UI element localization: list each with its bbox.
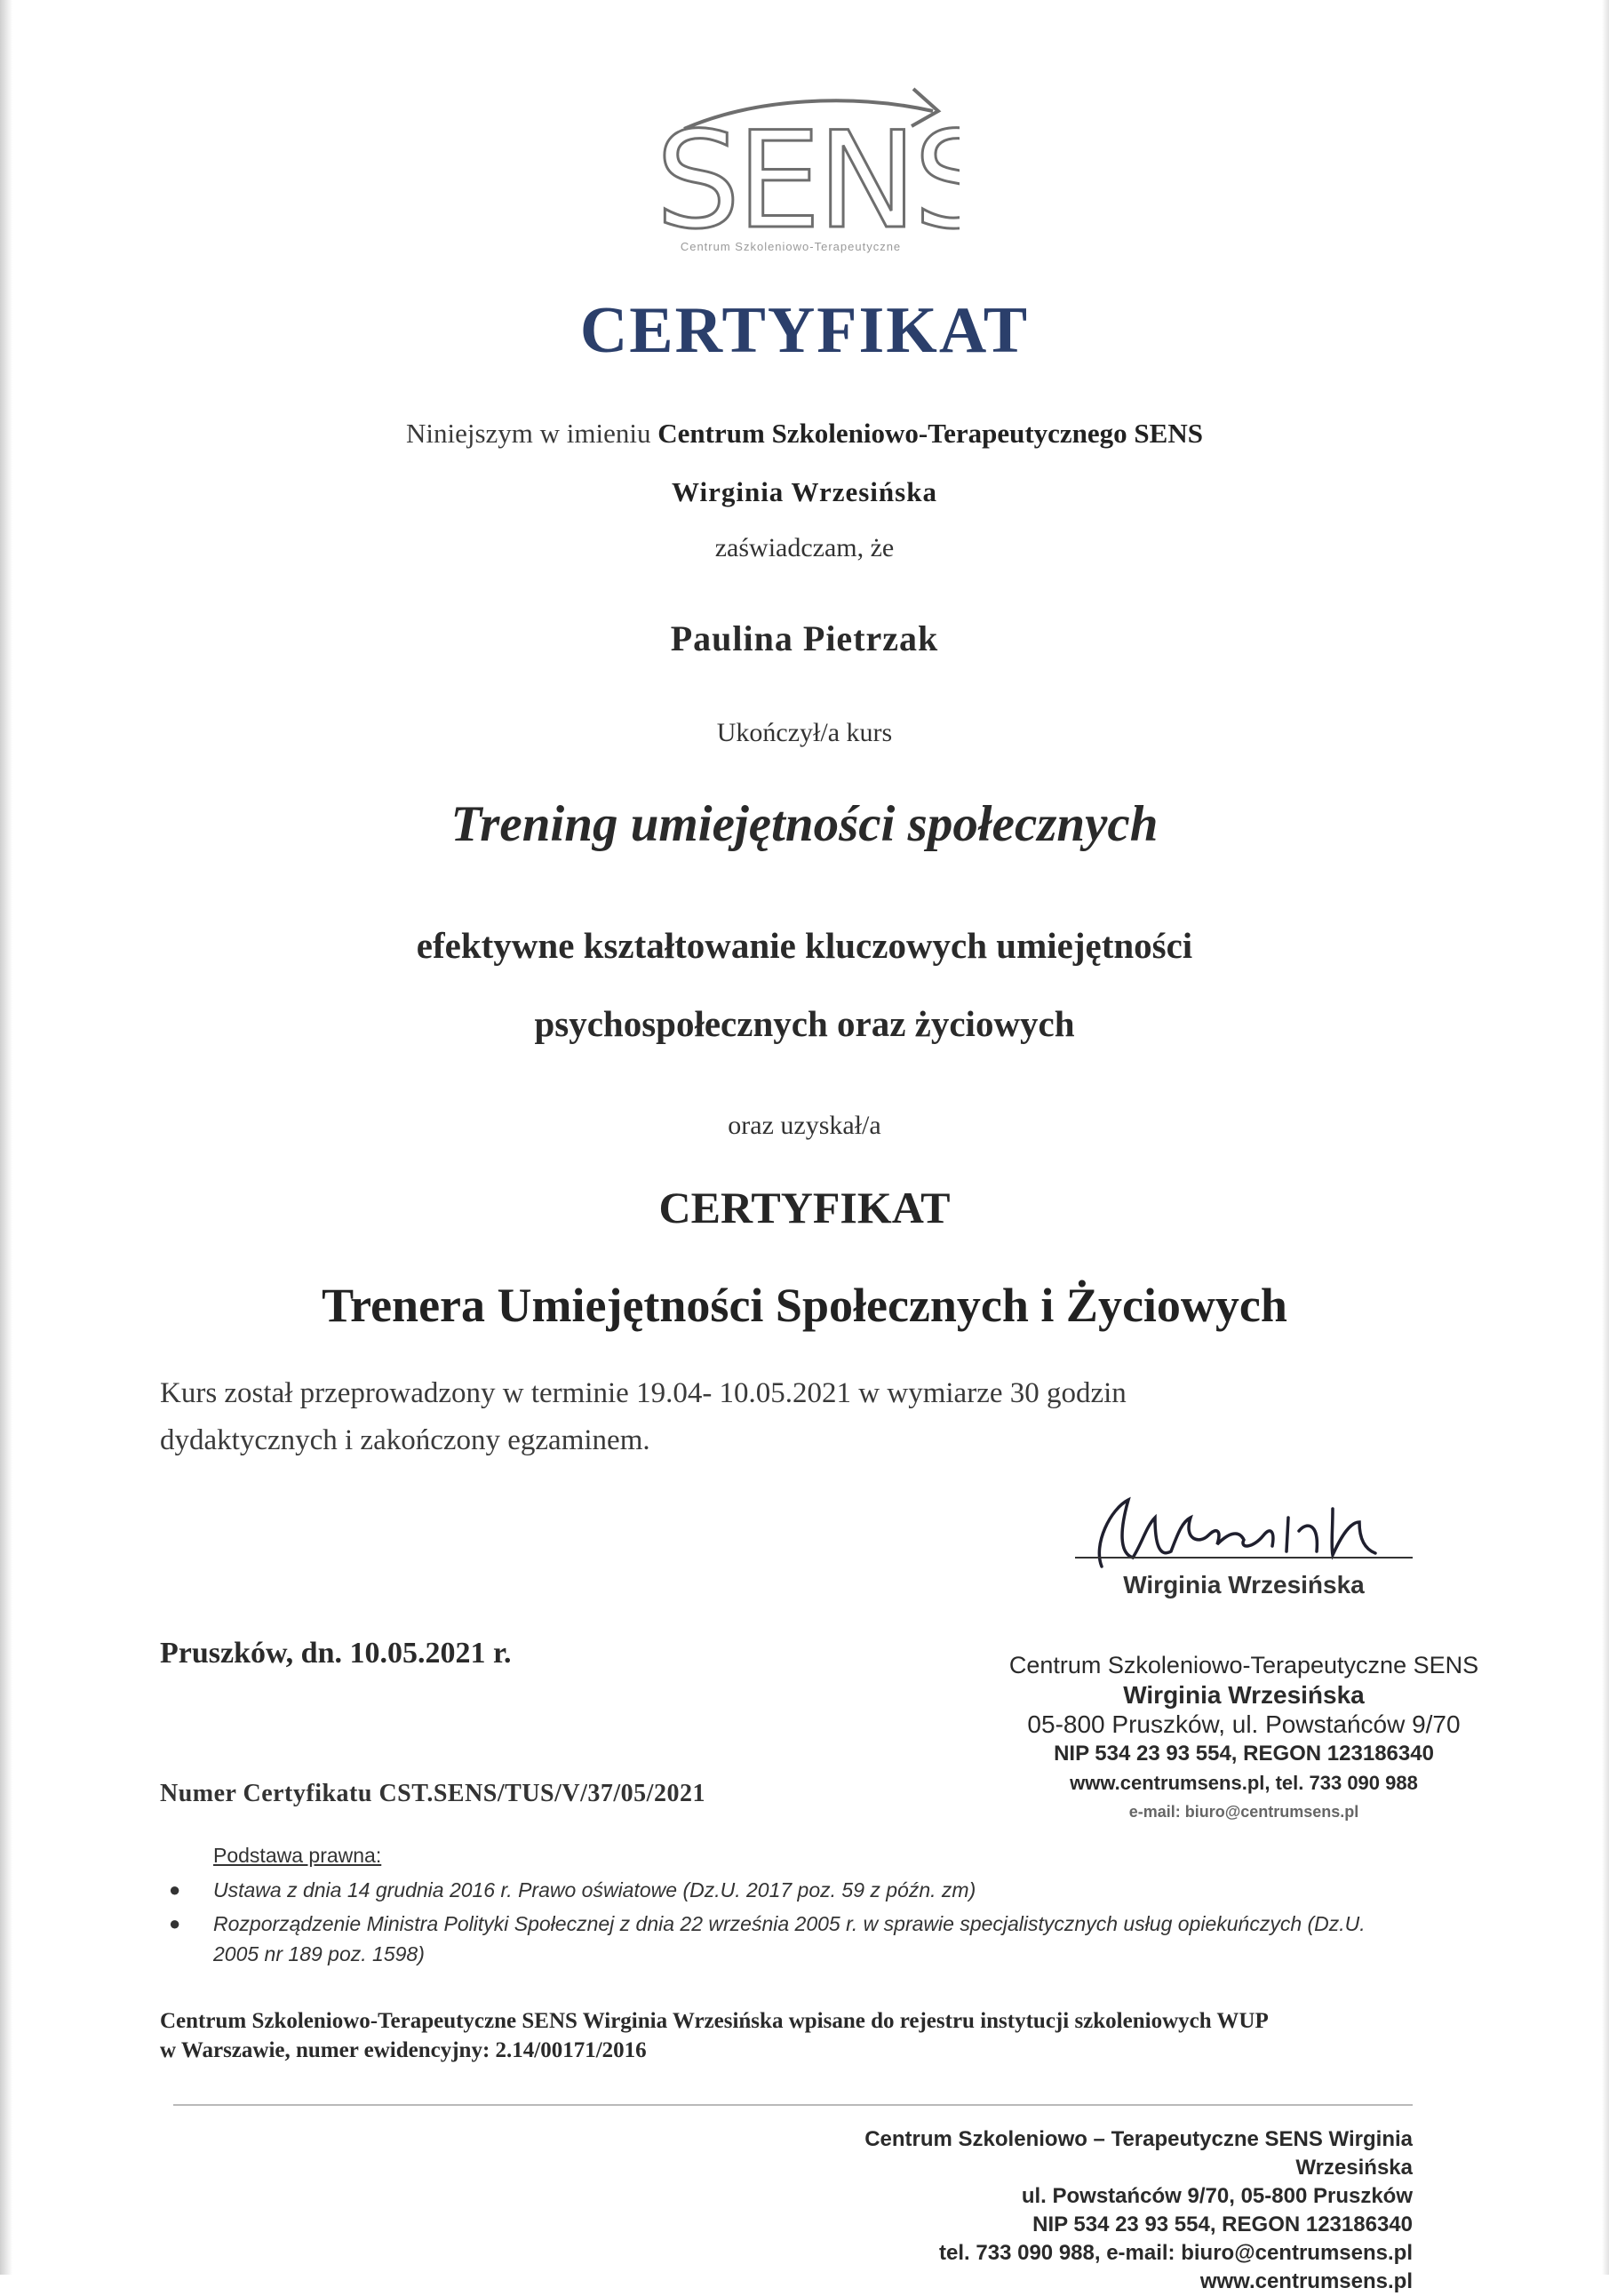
intro-person: Wirginia Wrzesińska [672, 476, 937, 507]
logo-tagline: Centrum Szkoleniowo-Terapeutyczne [680, 240, 902, 253]
sens-logo [622, 62, 960, 267]
legal-basis-list [169, 1875, 1368, 1969]
recipient-name: Paulina Pietrzak [670, 618, 939, 658]
obtained-label: oraz uzyskał/a [728, 1111, 881, 1140]
registry-line-1: Centrum Szkoleniowo-Terapeutyczne SENS Wirginia Wrzesińska wpisane do rejestru instytucji szkoleniowych WUP [160, 2009, 1269, 2033]
footer-line-3: NIP 534 23 93 554, REGON 123186340 [1032, 2212, 1413, 2236]
handwritten-signature [1066, 1482, 1422, 1580]
registry-note [160, 2006, 1448, 2065]
footer-line-2: ul. Powstańców 9/70, 05-800 Pruszków [1021, 2184, 1413, 2208]
signature-line [1075, 1557, 1413, 1559]
list-item [169, 1909, 1368, 1969]
place-and-date: Pruszków, dn. 10.05.2021 r. [160, 1637, 512, 1670]
completed-label: Ukończył/a kurs [716, 718, 893, 747]
legal-basis [169, 1844, 1368, 1973]
stamp-line-3: 05-800 Pruszków, ul. Powstańców 9/70 [1027, 1710, 1461, 1738]
legal-item-text: Ustawa z dnia 14 grudnia 2016 r. Prawo oświatowe (Dz.U. 2017 poz. 59 z późn. zm) [213, 1878, 976, 1901]
intro-organization: Centrum Szkoleniowo-Terapeutycznego SENS [657, 418, 1203, 449]
course-info-line-1: Kurs został przeprowadzony w terminie 19.04- 10.05.2021 w wymiarze 30 godzin [160, 1377, 1127, 1409]
intro-prefix: Niniejszym w imieniu [406, 418, 658, 449]
footer-line-4: tel. 733 090 988, e-mail: biuro@centrumsens.pl [939, 2241, 1413, 2265]
course-subtitle-line-1: efektywne kształtowanie kluczowych umiejętności [416, 925, 1193, 966]
bullet-icon: ● [169, 1912, 181, 1934]
stamp-line-4: NIP 534 23 93 554, REGON 123186340 [1054, 1742, 1434, 1766]
intro-statement: zaświadczam, że [714, 533, 895, 562]
footer-contact [800, 2125, 1413, 2296]
footer-line-1: Centrum Szkoleniowo – Terapeutyczne SENS Wirginia Wrzesińska [864, 2127, 1413, 2180]
bullet-icon: ● [169, 1878, 181, 1901]
company-stamp [995, 1651, 1493, 1827]
course-subtitle-line-2: psychospołecznych oraz życiowych [534, 1003, 1075, 1044]
stamp-line-2: Wirginia Wrzesińska [1123, 1681, 1365, 1709]
list-item [169, 1875, 1368, 1905]
stamp-line-6: e-mail: biuro@centrumsens.pl [1128, 1803, 1359, 1821]
stamp-line-5: www.centrumsens.pl, tel. 733 090 988 [1070, 1772, 1418, 1794]
legal-item-text: Rozporządzenie Ministra Polityki Społecznej z dnia 22 września 2005 r. w sprawie specjalistycznych usług opiekuńczych (Dz.U. 2005 nr 189 poz. 1598) [213, 1912, 1366, 1965]
certificate-title: Trenera Umiejętności Społecznych i Życiowych [322, 1279, 1287, 1332]
svg-text:SENS: SENS [656, 104, 960, 240]
course-title: Trening umiejętności społecznych [450, 796, 1159, 852]
signatory-name: Wirginia Wrzesińska [1123, 1571, 1365, 1598]
certificate-label: CERTYFIKAT [658, 1183, 951, 1232]
course-info-line-2: dydaktycznych i zakończony egzaminem. [160, 1424, 650, 1456]
legal-basis-heading: Podstawa prawna: [213, 1844, 382, 1867]
registry-line-2: w Warszawie, numer ewidencyjny: 2.14/00171/2016 [160, 2038, 647, 2062]
certificate-number: Numer Certyfikatu CST.SENS/TUS/V/37/05/2021 [160, 1780, 705, 1807]
footer-divider [173, 2104, 1413, 2106]
intro-line [0, 418, 1609, 450]
certificate-heading: CERTYFIKAT [579, 294, 1030, 367]
stamp-line-1: Centrum Szkoleniowo-Terapeutyczne SENS [1008, 1652, 1479, 1678]
footer-line-5: www.centrumsens.pl [1199, 2269, 1413, 2293]
